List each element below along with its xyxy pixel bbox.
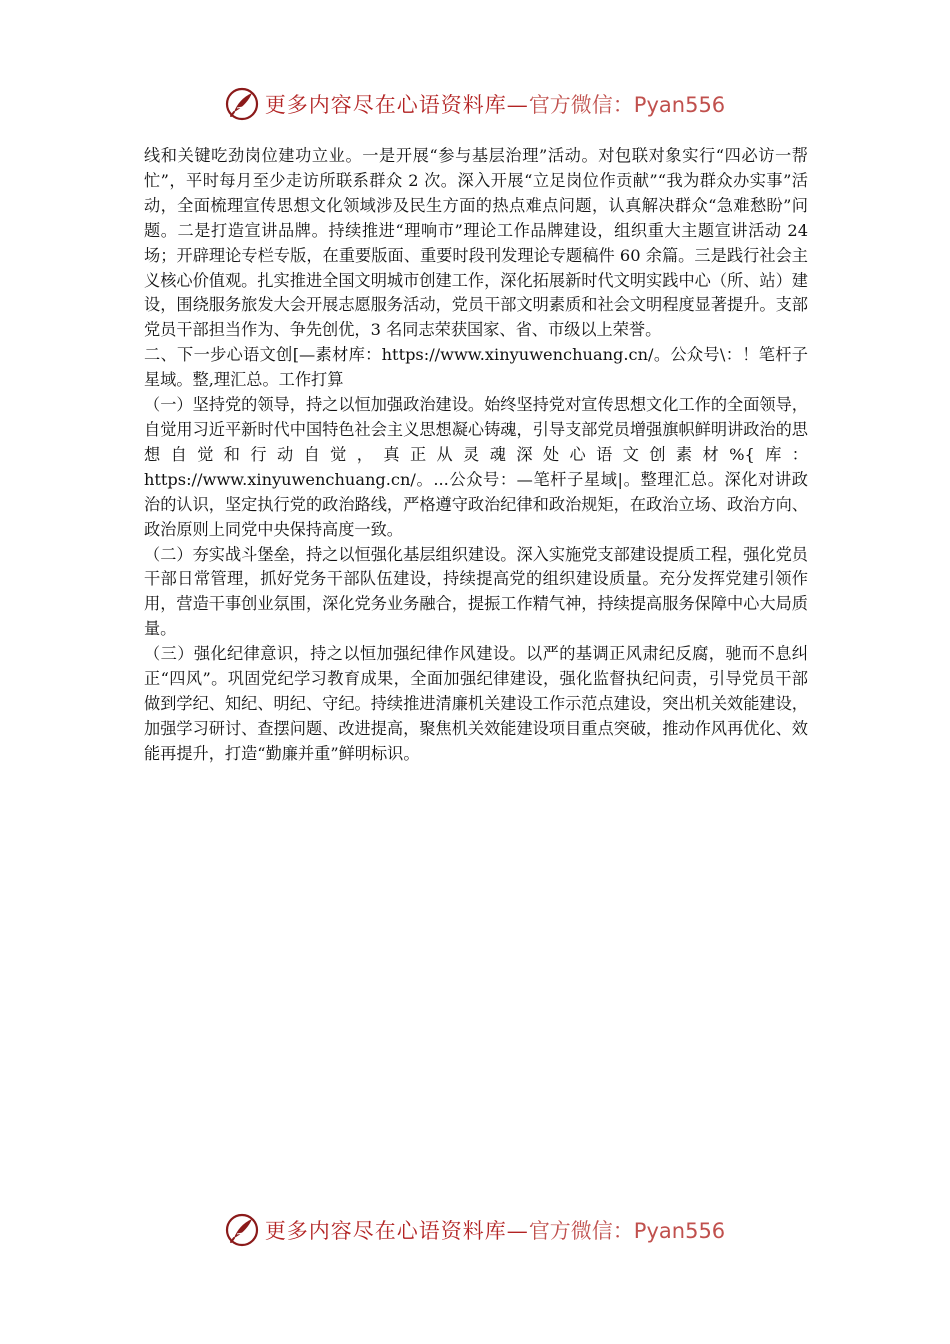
header-banner-main: 更多内容尽在心语资料库— (264, 93, 529, 117)
quill-pen-logo-icon (225, 1213, 259, 1247)
footer-banner-main: 更多内容尽在心语资料库— (264, 1219, 529, 1243)
quill-pen-logo-icon (225, 87, 259, 121)
header-banner (0, 84, 950, 124)
footer-banner (0, 1210, 950, 1250)
paragraph-4: （二）夯实战斗堡垒，持之以恒强化基层组织建设。深入实施党支部建设提质工程，强化党员干部日常管理，抓好党务干部队伍建设，持续提高党的组织建设质量。充分发挥党建引领作用，营造干事创业氛围，深化党务业务融合，提振工作精气神，持续提高服务保障中心大局质量。 (144, 544, 808, 639)
header-banner-wechat: 官方微信：Pyan556 (528, 93, 726, 117)
header-banner-text (265, 89, 725, 119)
paragraph-1: 线和关键吃劲岗位建功立业。一是开展“参与基层治理”活动。对包联对象实行“四必访一帮忙”，平时每月至少走访所联系群众 2 次。深入开展“立足岗位作贡献”“我为群众办实事”活动，全面梳理宣传思想文化领域涉及民生方面的热点难点问题，认真解决群众“急难愁盼”问题。二是打造宣讲品牌。持续推进“理响市”理论工作品牌建设，组织重大主题宣讲活动 24 场；开辟理论专栏专版，在重要版面、重要时段刊发理论专题稿件 60 余篇。三是践行社会主义核心价值观。扎实推进全国文明城市创建工作，深化拓展新时代文明实践中心（所、站）建设，围绕服务旅发大会开展志愿服务活动，党员干部文明素质和社会文明程度显著提升。支部党员干部担当作为、争先创优，3 名同志荣获国家、省、市级以上荣誉。 (144, 146, 808, 340)
paragraph-5: （三）强化纪律意识，持之以恒加强纪律作风建设。以严的基调正风肃纪反腐，驰而不息纠正“四风”。巩固党纪学习教育成果，全面加强纪律建设，强化监督执纪问责，引导党员干部做到学纪、知纪、明纪、守纪。持续推进清廉机关建设工作示范点建设，突出机关效能建设，加强学习研讨、查摆问题、改进提高，聚焦机关效能建设项目重点突破，推动作风再优化、效能再提升，打造“勤廉并重”鲜明标识。 (144, 644, 808, 763)
paragraph-2-heading: 二、下一步心语文创[—素材库：https://www.xinyuwenchuang.cn/。公众号\：！笔杆子星域。整,理汇总。工作打算 (144, 345, 808, 390)
footer-banner-wechat: 官方微信：Pyan556 (528, 1219, 726, 1243)
document-body (144, 144, 808, 767)
footer-banner-text (265, 1215, 725, 1245)
paragraph-3: （一）坚持党的领导，持之以恒加强政治建设。始终坚持党对宣传思想文化工作的全面领导，自觉用习近平新时代中国特色社会主义思想凝心铸魂，引导支部党员增强旗帜鲜明讲政治的思想自觉和行动自觉，真正从灵魂深处心语文创素材%{库：https://www.xinyuwenchuang.cn/。...公众号：—笔杆子星域|。整理汇总。深化对讲政治的认识，坚定执行党的政治路线，严格遵守政治纪律和政治规矩，在政治立场、政治方向、政治原则上同党中央保持高度一致。 (144, 395, 808, 539)
